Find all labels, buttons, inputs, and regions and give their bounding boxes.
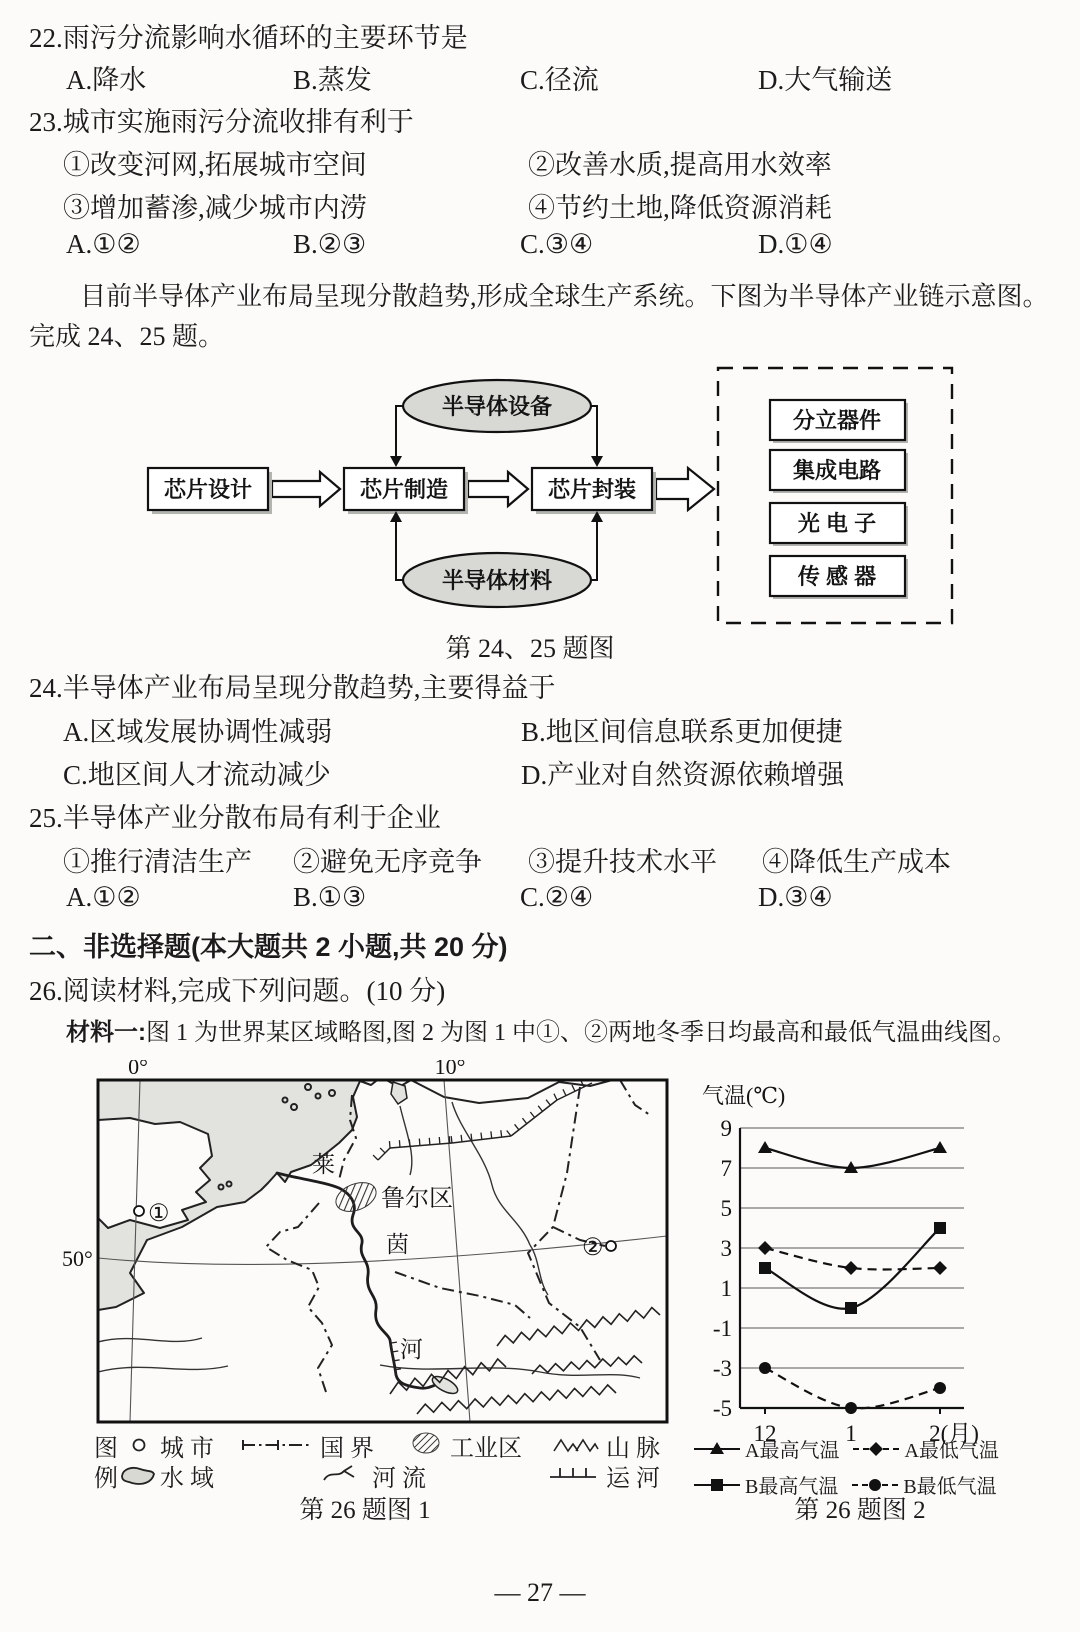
q25-stem: 25.半导体产业分散布局有利于企业: [29, 803, 441, 833]
city1-marker: [134, 1206, 144, 1216]
canal-symbol-icon: [548, 1464, 598, 1482]
region-map: [60, 1060, 680, 1430]
svg-text:12: 12: [753, 1421, 777, 1445]
svg-text:3: 3: [720, 1236, 732, 1261]
product-label-3: 光 电 子: [797, 511, 877, 536]
legend-industrial-label: 工业区: [450, 1436, 522, 1462]
q23-option-a: A.①②: [66, 229, 141, 259]
q24-option-d: D.产业对自然资源依赖增强: [521, 760, 845, 790]
q23-option-c: C.③④: [520, 229, 594, 259]
passage-line1: 目前半导体产业布局呈现分散趋势,形成全球生产系统。下图为半导体产业链示意图。: [80, 282, 1049, 311]
city2-marker: [606, 1241, 616, 1251]
q23-item-3: ③增加蓄渗,减少城市内涝: [63, 193, 367, 223]
flow-arrow-3: [656, 468, 714, 510]
material-text: 图 1 为世界某区域略图,图 2 为图 1 中①、②两地冬季日均最高和最低气温曲线图。: [146, 1020, 1016, 1046]
q22-option-c: C.径流: [520, 65, 599, 95]
q22-stem: 22.雨污分流影响水循环的主要环节是: [29, 23, 468, 53]
q25-item-2: ②避免无序竞争: [293, 847, 482, 877]
q25-option-b: B.①③: [293, 882, 367, 912]
river-symbol-icon: [320, 1462, 364, 1486]
legend-border-label: 国 界: [320, 1436, 374, 1462]
product-label-1: 分立器件: [792, 408, 882, 433]
water-symbol-icon: [118, 1462, 158, 1488]
q24-option-c: C.地区间人才流动减少: [63, 760, 331, 790]
chip-package-label: 芯片封装: [547, 477, 637, 502]
q24-option-a: A.区域发展协调性减弱: [63, 717, 333, 747]
flow-arrow-2: [468, 472, 528, 506]
q24-stem: 24.半导体产业布局呈现分散趋势,主要得益于: [29, 673, 556, 703]
series-a-max-label: A最高气温: [745, 1440, 840, 1462]
temperature-chart: [690, 1085, 1002, 1445]
ruhr-label: 鲁尔区: [381, 1186, 453, 1212]
q26-stem: 26.阅读材料,完成下列问题。(10 分): [29, 976, 446, 1006]
ruhr-industrial-area: [332, 1177, 381, 1217]
q24-option-b: B.地区间信息联系更加便捷: [521, 717, 843, 747]
material-label: 材料一:: [66, 1019, 146, 1046]
q26-material: [66, 1012, 1016, 1047]
map-legend: [88, 1430, 698, 1496]
q23-item-4: ④节约土地,降低资源消耗: [528, 193, 832, 223]
semiconductor-flow-diagram: [0, 350, 1080, 630]
q23-item-1: ①改变河网,拓展城市空间: [63, 150, 367, 180]
legend-city-label: 城 市: [160, 1436, 214, 1462]
material-label: 半导体材料: [441, 568, 553, 593]
svg-text:-1: -1: [712, 1316, 732, 1341]
svg-text:1: 1: [845, 1421, 857, 1445]
flow-caption: 第 24、25 题图: [445, 634, 615, 663]
q25-option-a: A.①②: [66, 882, 141, 912]
q23-stem: 23.城市实施雨污分流收排有利于: [29, 107, 414, 137]
svg-text:-3: -3: [712, 1356, 732, 1381]
legend-water-label: 水 域: [160, 1466, 214, 1492]
series-b-max-label: B最高气温: [745, 1476, 839, 1498]
section2-header: 二、非选择题(本大题共 2 小题,共 20 分): [29, 932, 508, 962]
lon10-label: 10°: [434, 1060, 466, 1079]
svg-text:1: 1: [720, 1276, 732, 1301]
product-label-4: 传 感 器: [797, 564, 877, 589]
q23-item-2: ②改善水质,提高用水效率: [528, 150, 832, 180]
q22-option-b: B.蒸发: [293, 65, 372, 95]
figure2-caption: 第 26 题图 2: [794, 1497, 926, 1524]
equipment-label: 半导体设备: [441, 394, 553, 419]
river-label-2: 茵: [386, 1232, 409, 1257]
river-label-3: 河: [400, 1337, 423, 1362]
passage-line2: 完成 24、25 题。: [29, 322, 225, 351]
q23-option-b: B.②③: [293, 229, 367, 259]
legend-title-2: 例: [94, 1466, 118, 1492]
page-number: — 27 —: [494, 1578, 586, 1607]
svg-text:7: 7: [720, 1156, 732, 1181]
city1-label: ①: [148, 1201, 170, 1227]
border-symbol-icon: [240, 1438, 312, 1452]
lon0-label: 0°: [128, 1060, 148, 1079]
lat50-label: 50°: [62, 1246, 93, 1271]
svg-text:2(月): 2(月): [929, 1421, 979, 1445]
svg-text:气温(℃): 气温(℃): [702, 1085, 786, 1108]
flow-arrow-1: [272, 472, 340, 506]
svg-text:-5: -5: [712, 1396, 732, 1421]
mountain-symbol-icon: [552, 1436, 600, 1454]
city-symbol-icon: [128, 1436, 152, 1454]
industrial-symbol-icon: [410, 1430, 444, 1456]
series-a-min-label: A最低气温: [904, 1440, 999, 1462]
legend-canal-label: 运 河: [606, 1466, 660, 1492]
product-label-2: 集成电路: [792, 458, 882, 483]
figure1-caption: 第 26 题图 1: [299, 1497, 431, 1524]
city2-label: ②: [582, 1235, 604, 1261]
q22-option-a: A.降水: [66, 65, 147, 95]
legend-mountain-label: 山 脉: [606, 1436, 660, 1462]
q22-option-d: D.大气输送: [758, 65, 893, 95]
q25-item-3: ③提升技术水平: [528, 847, 717, 877]
legend-title-1: 图: [94, 1436, 118, 1462]
river-label-1: 莱: [312, 1152, 335, 1177]
svg-text:9: 9: [720, 1116, 732, 1141]
legend-river-label: 河 流: [372, 1466, 426, 1492]
svg-text:5: 5: [720, 1196, 732, 1221]
q25-item-1: ①推行清洁生产: [63, 847, 252, 877]
series-a-max-icon: [692, 1440, 742, 1458]
series-b-min-label: B最低气温: [903, 1476, 997, 1498]
q23-option-d: D.①④: [758, 229, 833, 259]
series-a-min-icon: [851, 1440, 901, 1458]
q25-item-4: ④降低生产成本: [762, 847, 951, 877]
q25-option-c: C.②④: [520, 882, 594, 912]
chip-design-label: 芯片设计: [163, 477, 253, 502]
chip-manufacture-label: 芯片制造: [359, 477, 449, 502]
q25-option-d: D.③④: [758, 882, 833, 912]
